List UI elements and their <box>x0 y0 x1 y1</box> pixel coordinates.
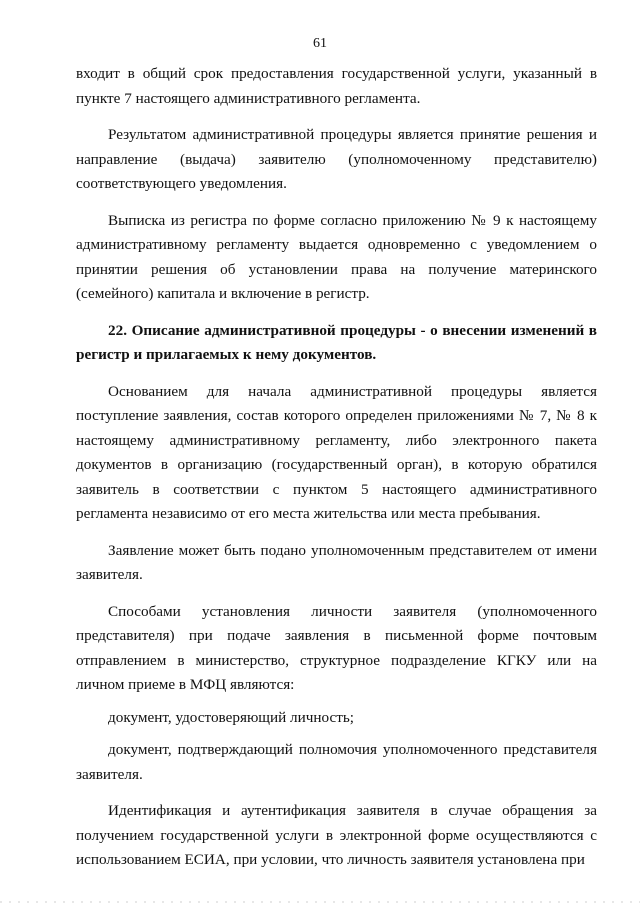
paragraph-esia-authentication: Идентификация и аутентификация заявителя в случае обращения за получением государственной услуги в электронной форме осуществляются с использованием ЕСИА, при условии, что личность заявителя установлена при <box>76 802 597 868</box>
paragraph-register-extract: Выписка из регистра по форме согласно приложению № 9 к настоящему административному регламенту выдается одновременно с уведомлением о принятии решения об установлении права на получение материнского (семейного) капитала и включение в регистр. <box>76 211 597 302</box>
list-item-identity-document: документ, удостоверяющий личность; <box>108 708 355 726</box>
scan-artifact-icon <box>0 899 640 905</box>
section-heading-22: 22. Описание административной процедуры - о внесении изменений в регистр и прилагаемых к нему документов. <box>76 321 597 363</box>
paragraph-identification-methods: Способами установления личности заявителя (уполномоченного представителя) при подаче заявления в письменной форме почтовым отправлением в министерство, структурное подразделение КГКУ или на личном приеме в МФЦ являются: <box>76 602 597 693</box>
page-number: 61 <box>313 36 327 51</box>
document-body <box>76 62 597 885</box>
paragraph-representative: Заявление может быть подано уполномоченным представителем от имени заявителя. <box>76 541 597 583</box>
paragraph-result: Результатом административной процедуры является принятие решения и направление (выдача) заявителю (уполномоченному представителю) соответствующего уведомления. <box>76 126 597 192</box>
list-item-authority-document: документ, подтверждающий полномочия уполномоченного представителя заявителя. <box>76 741 597 783</box>
paragraph-grounds: Основанием для начала административной процедуры является поступление заявления, состав которого определен приложениями № 7, № 8 к настоящему административному регламенту, либо электронного пакета документов в организацию (государственный орган), в которую обратился заявитель в соответствии с пунктом 5 настоящего административного регламента независимо от его места жительства или места пребывания. <box>76 382 597 522</box>
paragraph-term-continuation: входит в общий срок предоставления государственной услуги, указанный в пункте 7 настоящего административного регламента. <box>76 65 597 107</box>
scan-bottom-edge <box>0 899 640 905</box>
